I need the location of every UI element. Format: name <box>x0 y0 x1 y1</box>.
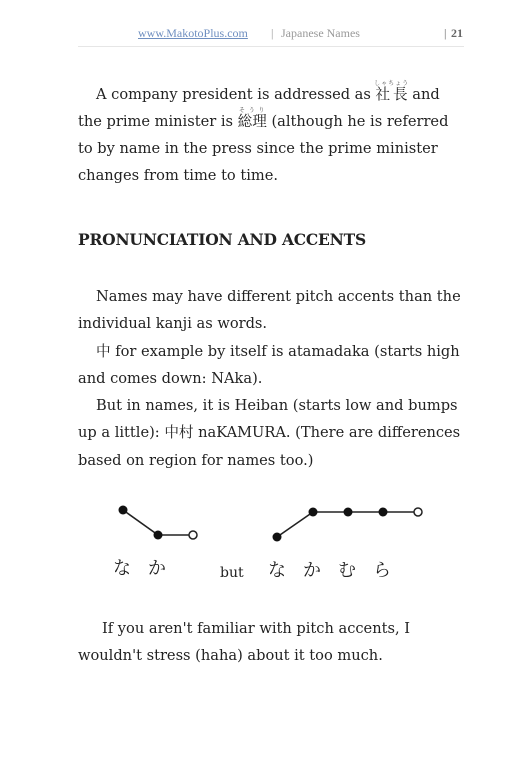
nakamura-dot-high <box>379 508 388 517</box>
kana-ka: か <box>148 558 166 579</box>
nakamura-particle-dot <box>414 508 422 516</box>
kana-na: な <box>113 558 131 579</box>
paragraph-naka-example: 中 for example by itself is atamadaka (starts high and comes down: NAka). <box>78 342 460 387</box>
nakamura-dot-high <box>309 508 318 517</box>
page-number: 21 <box>451 26 463 40</box>
pitch-accent-diagram <box>100 495 440 590</box>
souri-word: 総理そうり <box>237 107 267 130</box>
intro-paragraph-block <box>78 80 464 189</box>
kana-na: な <box>268 560 286 581</box>
kana-ra: ら <box>373 560 391 581</box>
nakamura-line <box>277 512 313 537</box>
paragraph-name-example: But in names, it is Heiban (starts low and bumps up a little): 中村 naKAMURA. (There are differences based on region for names too.) <box>78 397 461 469</box>
kana-mu: む <box>338 560 356 581</box>
nakamura-dot-low <box>273 533 282 542</box>
naka-dot-low <box>154 531 163 540</box>
furigana: しゃちょう <box>374 80 410 87</box>
paragraph-pitch-intro: Names may have different pitch accents than the individual kanji as words. <box>78 288 461 333</box>
naka-dot-high <box>119 506 128 515</box>
page-number-separator: | <box>444 26 447 40</box>
text-run: and the prime minister is <box>78 86 440 130</box>
kana-ka: か <box>303 560 321 581</box>
nakamura-dot-high <box>344 508 353 517</box>
text-run: (although he is referred to by name in the press since the prime minister changes from time to time. <box>78 113 449 184</box>
pitch-accent-lines <box>100 495 440 555</box>
section-title: Japanese Names <box>281 26 360 40</box>
site-link[interactable]: www.MakotoPlus.com <box>138 26 248 40</box>
paragraph-closing: If you aren't familiar with pitch accents, I wouldn't stress (haha) about it too much. <box>78 620 410 664</box>
closing-paragraph-block <box>78 615 468 669</box>
text-run: A company president is addressed as <box>96 86 376 103</box>
shacho-word: 社長しゃちょう <box>374 80 410 103</box>
but-label: but <box>220 565 244 581</box>
section-heading: PRONUNCIATION AND ACCENTS <box>78 230 366 249</box>
header-separator: | <box>271 26 274 40</box>
naka-particle-dot <box>189 531 197 539</box>
paragraph-titles <box>78 80 464 189</box>
naka-line <box>123 510 158 535</box>
pronunciation-body <box>78 283 468 474</box>
furigana: そうり <box>237 107 267 114</box>
page-header <box>78 26 464 47</box>
